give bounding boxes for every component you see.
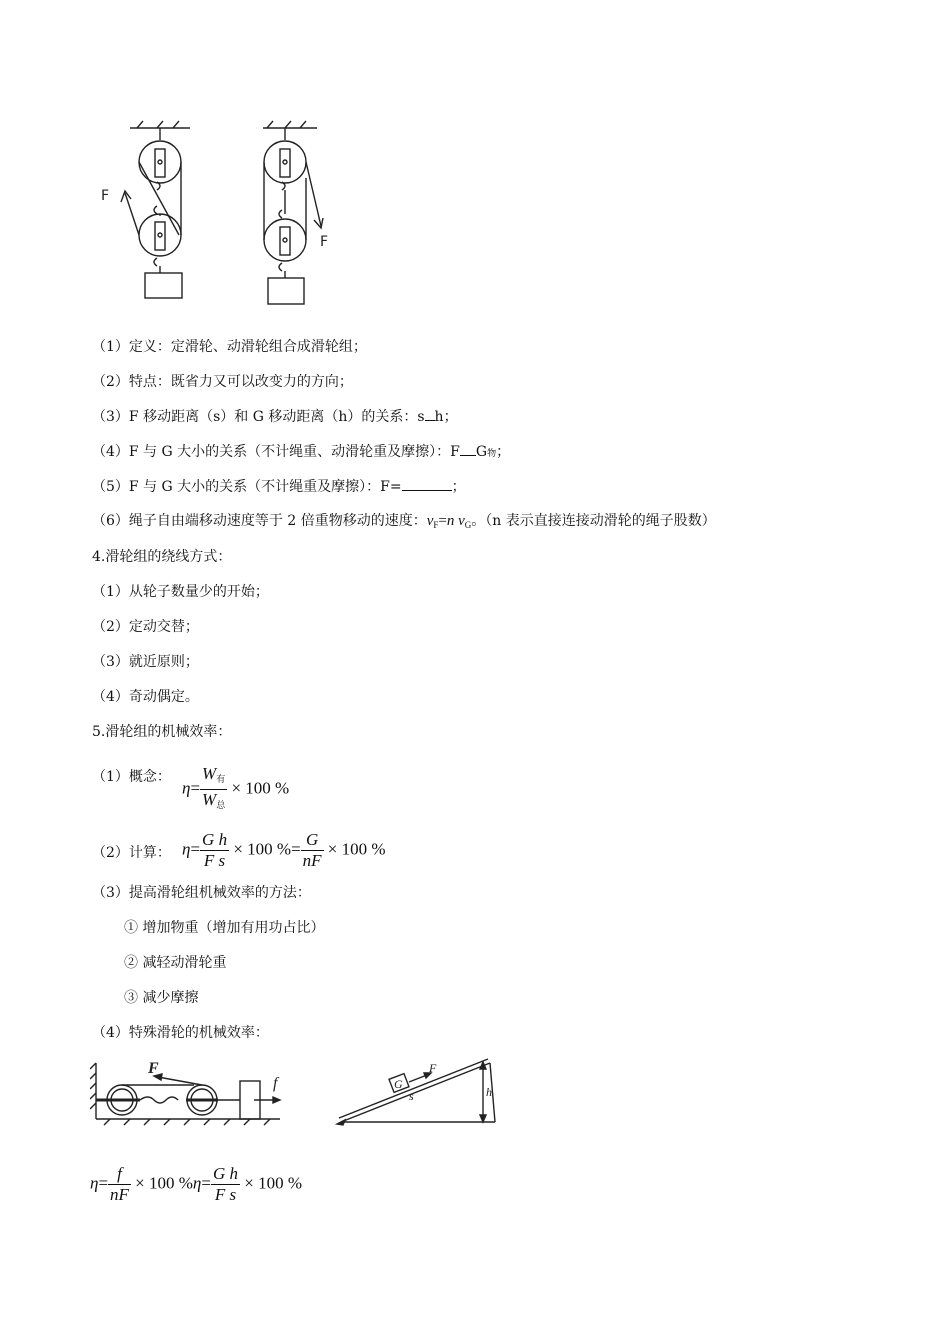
concept-den-w: W (202, 790, 217, 809)
concept-den-sub: 总 (216, 800, 226, 810)
special-formulas (90, 1164, 302, 1205)
pulley-systems-figure (95, 118, 355, 313)
item-force-relation-ideal (92, 443, 510, 463)
section4-item-4: （4）奇动偶定。 (92, 689, 199, 705)
force-relation-real-text: （5）F 与 G 大小的关系（不计绳重及摩擦）：F= (92, 479, 402, 495)
item-distance-relation (92, 408, 458, 426)
concept-denominator (200, 790, 227, 815)
improve-label: （3）提高滑轮组机械效率的方法： (92, 885, 311, 901)
distance-relation-tail: h； (434, 409, 458, 425)
special-eq-2: = (201, 1173, 211, 1193)
section4-item-3: （3）就近原则； (92, 654, 199, 670)
concept-num-sub: 有 (216, 774, 226, 784)
calc-times100-2: × 100 % (327, 839, 386, 859)
special-frac1-num: f (108, 1164, 131, 1185)
special-fraction-2 (211, 1164, 240, 1205)
concept-times100: × 100 % (231, 778, 290, 798)
concept-numerator (200, 764, 227, 790)
calc-times100-1: × 100 % (233, 839, 292, 859)
concept-num-w: W (202, 764, 217, 783)
concept-label: （1）概念： (92, 769, 171, 785)
improve-item-1: ① 增加物重（增加有用功占比） (124, 920, 325, 936)
special-frac2-g: G (212, 1164, 226, 1183)
force-relation-real-tail: ； (451, 479, 466, 495)
special-frac2-f: F (214, 1185, 226, 1204)
calc-frac1-g: G (202, 830, 215, 849)
speed-relation-tail: 。（n 表示直接连接动滑轮的绳子股数） (471, 513, 716, 529)
calc-eq-1: = (190, 839, 201, 859)
concept-fraction (200, 764, 227, 815)
speed-vG: v (458, 513, 465, 529)
special-times100-2: × 100 % (244, 1173, 302, 1193)
efficiency-concept (92, 768, 171, 786)
speed-n: n (446, 513, 455, 529)
special-frac2-num (211, 1164, 240, 1185)
calc-eq-2: = (291, 839, 301, 859)
special-frac2-h: h (229, 1164, 238, 1183)
blank-force (460, 455, 476, 456)
force-relation-g: G (475, 444, 488, 460)
incline-height-label: h (486, 1085, 492, 1099)
special-frac1-den: nF (110, 1185, 129, 1204)
concept-eq: = (190, 778, 201, 798)
section4-title: 4.滑轮组的绕线方式： (92, 549, 232, 565)
special-times100-1: × 100 % (135, 1173, 193, 1193)
incline-weight-label: G (394, 1077, 403, 1091)
incline-force-label: F (429, 1061, 437, 1075)
calc-frac2-num: G (301, 830, 324, 851)
section5-title: 5.滑轮组的机械效率： (92, 724, 232, 740)
calc-frac1-s: s (218, 851, 226, 870)
force-relation-tail: ； (496, 444, 511, 460)
item-feature: （2）特点：既省力又可以改变力的方向； (92, 374, 353, 390)
special-eta-1: η (90, 1173, 99, 1193)
special-label: （4）特殊滑轮的机械效率： (92, 1025, 269, 1041)
item-speed-relation (92, 512, 716, 534)
horizontal-friction-label: f (273, 1075, 278, 1092)
speed-eq: = (438, 513, 447, 529)
blank-force-real (402, 490, 452, 491)
special-eq-1: = (98, 1173, 109, 1193)
speed-vF: v (426, 513, 434, 529)
section4-item-2: （2）定动交替； (92, 619, 199, 635)
calc-frac1-num (200, 830, 229, 851)
distance-relation-text: （3）F 移动距离（s）和 G 移动距离（h）的关系：s (92, 409, 425, 425)
speed-relation-text: （6）绳子自由端移动速度等于 2 倍重物移动的速度： (92, 513, 427, 529)
force-relation-sub: 物 (487, 449, 497, 459)
special-fraction-1 (108, 1164, 131, 1205)
incline-figure (335, 1058, 505, 1130)
speed-formula (427, 513, 472, 529)
item-definition: （1）定义：定滑轮、动滑轮组合成滑轮组； (92, 339, 367, 355)
concept-formula (182, 764, 289, 815)
calc-fraction-2 (301, 830, 324, 871)
item-force-relation-real (92, 478, 466, 496)
special-frac2-s: s (229, 1185, 237, 1204)
calc-fraction-1 (200, 830, 229, 871)
pulley-force-label-2: F (320, 234, 329, 250)
calc-frac1-f: F (203, 851, 215, 870)
calc-frac1-den (200, 851, 229, 871)
calc-frac1-h: h (218, 830, 228, 849)
calc-eta: η (182, 839, 191, 859)
concept-eta: η (182, 778, 191, 798)
blank-distance (425, 420, 435, 421)
horizontal-pulley-figure (90, 1055, 295, 1127)
calc-frac2-den: nF (302, 851, 322, 870)
speed-vF-sub: F (433, 520, 439, 530)
section4-item-1: （1）从轮子数量少的开始； (92, 584, 269, 600)
efficiency-calc-label: （2）计算： (92, 845, 171, 861)
calc-formula (182, 830, 386, 871)
pulley-force-label-1: F (101, 188, 110, 204)
special-frac2-den (211, 1185, 240, 1205)
improve-item-3: ③ 减少摩擦 (124, 990, 199, 1006)
speed-vG-sub: G (464, 520, 472, 530)
force-relation-text: （4）F 与 G 大小的关系（不计绳重、动滑轮重及摩擦）：F (92, 444, 460, 460)
incline-distance-label: s (409, 1089, 414, 1103)
horizontal-force-label: F (148, 1060, 159, 1077)
special-eta-2: η (192, 1173, 202, 1193)
improve-item-2: ② 减轻动滑轮重 (124, 955, 227, 971)
